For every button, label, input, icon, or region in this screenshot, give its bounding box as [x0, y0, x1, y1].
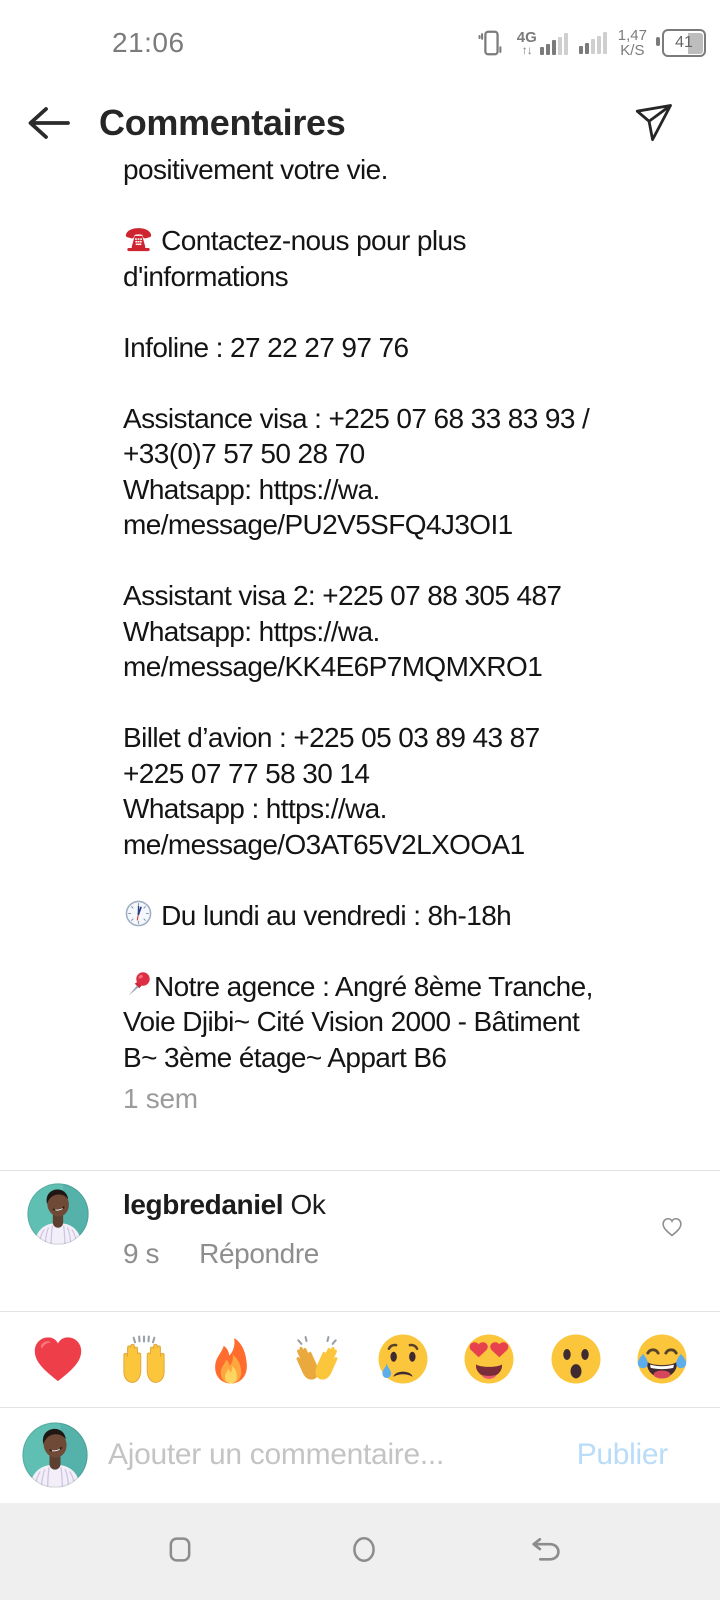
nav-back-button[interactable]	[528, 1533, 566, 1570]
network-speed	[618, 28, 647, 58]
reaction-bar	[0, 1311, 720, 1407]
reaction-joy-face[interactable]	[633, 1330, 691, 1388]
comment-body	[123, 1188, 326, 1270]
battery-percent: 41	[675, 34, 693, 51]
caption-line: me/message/O3AT65V2LXOOA1	[123, 828, 525, 860]
caption-line: Whatsapp : https://wa.	[123, 793, 387, 824]
paper-plane-icon	[632, 100, 674, 146]
caption-line: Voie Djibi~ Cité Vision 2000 - Bâtiment	[123, 1006, 580, 1037]
caption-line	[123, 365, 720, 401]
reaction-clapping-hands[interactable]	[288, 1330, 346, 1388]
caption-line: me/message/PU2V5SFQ4J3OI1	[123, 509, 513, 540]
self-avatar	[22, 1422, 88, 1488]
caption-line: Whatsapp: https://wa.	[123, 473, 380, 505]
vibrate-icon	[476, 27, 506, 59]
comment-row	[0, 1170, 720, 1311]
reaction-raising-hands[interactable]	[115, 1330, 173, 1388]
caption-line	[123, 294, 720, 330]
comment-input[interactable]	[106, 1437, 577, 1473]
caption-line: Notre agence : Angré 8ème Tranche,	[123, 969, 720, 1005]
speed-value: 1,47	[617, 27, 647, 44]
caption-line	[123, 188, 720, 224]
publish-button[interactable]: Publier	[576, 1438, 668, 1471]
caption-line	[123, 933, 720, 969]
comment-username[interactable]: legbredaniel	[123, 1189, 284, 1220]
caption-line: d'informations	[123, 260, 289, 292]
caption-line	[123, 543, 720, 579]
status-icons	[476, 27, 712, 59]
reaction-astonished-face[interactable]	[547, 1330, 605, 1388]
caption-line: Whatsapp: https://wa.	[123, 615, 380, 647]
caption-line: +225 07 77 58 30 14	[123, 757, 370, 789]
signal-bars-primary-icon	[540, 33, 568, 55]
comment-text-line	[123, 1188, 326, 1222]
caption-text	[123, 158, 720, 1075]
caption-line: Du lundi au vendredi : 8h-18h	[123, 898, 720, 934]
caption-timestamp: 1 sem	[123, 1083, 198, 1114]
status-time: 21:06	[112, 27, 185, 58]
commenter-avatar[interactable]	[27, 1183, 89, 1245]
caption-line: B~ 3ème étage~ Appart B6	[123, 1041, 447, 1073]
caption-area	[0, 158, 720, 1170]
caption-line	[123, 862, 720, 898]
network-type-label: 4G	[516, 29, 537, 46]
caption-line: +33(0)7 57 50 28 70	[123, 438, 365, 469]
comment-composer	[0, 1407, 720, 1503]
share-button[interactable]	[632, 100, 674, 146]
signal-bars-secondary-icon	[579, 32, 607, 54]
reaction-crying-face[interactable]	[374, 1330, 432, 1388]
caption-line	[123, 685, 720, 721]
clock-icon	[123, 898, 154, 929]
comment-age: 9 s	[123, 1238, 160, 1269]
reaction-heart-eyes-face[interactable]	[460, 1330, 518, 1388]
page-title: Commentaires	[99, 102, 346, 143]
caption-line: Assistant visa 2: +225 07 88 305 487	[123, 580, 562, 611]
data-arrows-icon: ↑↓	[521, 43, 532, 57]
caption-line: Contactez-nous pour plus	[123, 223, 720, 259]
battery-icon	[662, 29, 706, 57]
reaction-fire[interactable]	[202, 1330, 260, 1388]
reply-button[interactable]: Répondre	[199, 1238, 319, 1269]
caption-line: positivement votre vie.	[123, 158, 388, 185]
nav-home-button[interactable]	[349, 1532, 379, 1571]
signal-4g-icon	[517, 31, 568, 55]
reaction-red-heart[interactable]	[29, 1330, 87, 1388]
comment-text: Ok	[290, 1189, 326, 1220]
like-comment-button[interactable]	[658, 1212, 686, 1240]
comment-meta	[123, 1238, 326, 1270]
caption-line: Billet d’avion : +225 05 03 89 43 87	[123, 722, 540, 753]
caption-line: Assistance visa : +225 07 68 33 83 93 /	[123, 402, 590, 434]
speed-unit: K/S	[620, 42, 645, 59]
comments-header	[0, 88, 720, 158]
nav-recents-button[interactable]	[165, 1533, 195, 1570]
caption-line: me/message/KK4E6P7MQMXRO1	[123, 651, 543, 682]
arrow-left-icon	[25, 103, 71, 143]
status-bar	[0, 0, 720, 80]
back-button[interactable]	[25, 103, 71, 143]
pushpin-icon	[123, 969, 154, 1000]
nav-bar	[0, 1503, 720, 1600]
heart-outline-icon	[658, 1212, 686, 1240]
caption-line: Infoline : 27 22 27 97 76	[123, 331, 409, 363]
telephone-icon	[123, 223, 154, 254]
